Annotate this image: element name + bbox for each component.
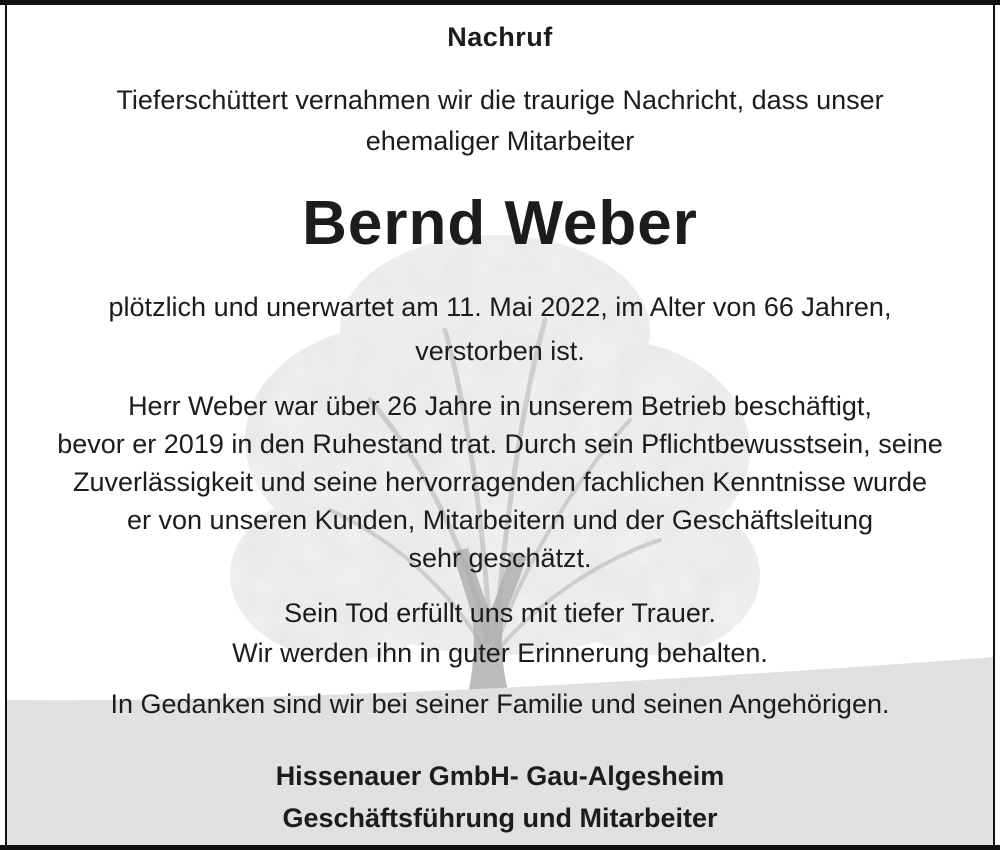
thoughts-line: In Gedanken sind wir bei seiner Familie und seinen Angehörigen.	[110, 689, 890, 719]
career-line-3: Zuverlässigkeit und seine hervorragenden fachlichen Kenntnisse wurde	[72, 467, 927, 497]
border-left	[5, 5, 7, 845]
deceased-name: Bernd Weber	[302, 189, 698, 258]
signature-company: Hissenauer GmbH- Gau-Algesheim	[275, 761, 725, 791]
career-line-4: er von unseren Kunden, Mitarbeitern und der Geschäftsleitung	[127, 505, 873, 535]
intro-paragraph	[0, 80, 1000, 162]
border-top	[0, 0, 1000, 5]
death-line-1: plötzlich und unerwartet am 11. Mai 2022, im Alter von 66 Jahren,	[108, 292, 892, 322]
death-line-2: verstorben ist.	[415, 336, 585, 366]
notice-title: Nachruf	[447, 22, 553, 52]
mourning-line-2: Wir werden ihn in guter Erinnerung behalten.	[232, 638, 768, 668]
career-paragraph	[0, 387, 1000, 577]
signature-staff: Geschäftsführung und Mitarbeiter	[282, 803, 718, 833]
signature-block	[0, 755, 1000, 839]
border-right	[993, 5, 995, 845]
career-line-1: Herr Weber war über 26 Jahre in unserem Betrieb beschäftigt,	[128, 391, 872, 421]
mourning-line-1: Sein Tod erfüllt uns mit tiefer Trauer.	[284, 598, 716, 628]
mourning-paragraph	[0, 593, 1000, 673]
intro-line-1: Tieferschüttert vernahmen wir die traurige Nachricht, dass unser	[116, 85, 884, 115]
death-paragraph	[0, 285, 1000, 373]
career-line-2: bevor er 2019 in den Ruhestand trat. Durch sein Pflichtbewusstsein, seine	[57, 429, 943, 459]
career-line-5: sehr geschätzt.	[408, 543, 592, 573]
border-bottom	[0, 845, 1000, 850]
intro-line-2: ehemaliger Mitarbeiter	[365, 126, 635, 156]
